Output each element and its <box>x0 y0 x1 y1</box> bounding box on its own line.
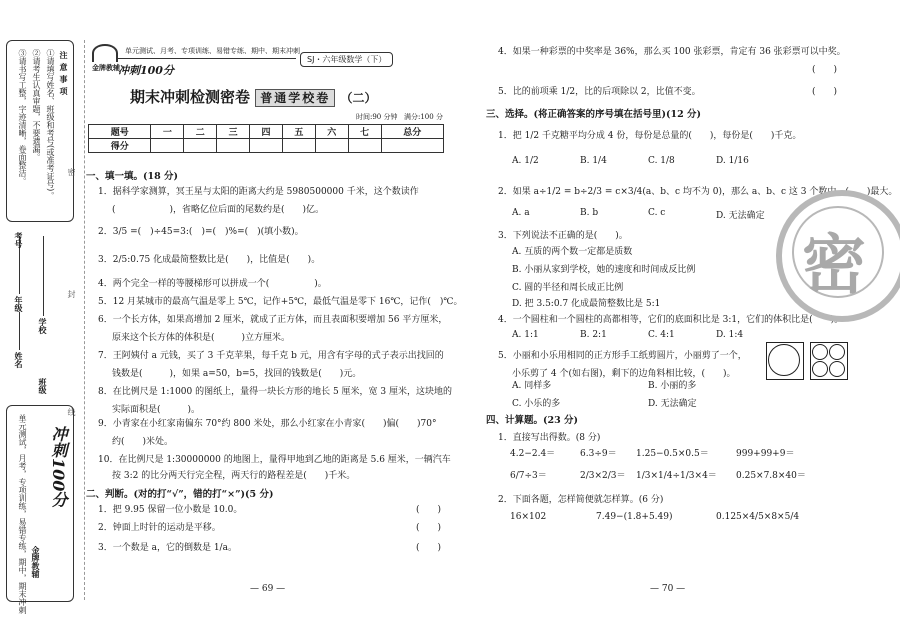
calc-2-3: 1/3×1/4÷1/3×4＝ <box>636 471 717 481</box>
s3-q5-opt-c[interactable]: C. 小乐的多 <box>512 399 561 409</box>
score-cell[interactable] <box>282 139 315 153</box>
s3-q1-opt-d[interactable]: D. 1/16 <box>716 156 749 166</box>
label-name: 姓名 <box>14 352 24 368</box>
simplify-3: 0.125×4/5×8×5/4 <box>716 512 800 522</box>
score-cell[interactable] <box>217 139 250 153</box>
s3-q5-line2: 小乐剪了 4 个(如右图)，剩下的边角料相比较，( )。 <box>512 369 736 379</box>
s1-q10-line2: 按 3:2 的比分两天行完全程，两天行的路程差是( )千米。 <box>112 471 356 481</box>
score-header-cell: 二 <box>184 125 217 139</box>
brand-banner <box>6 405 74 614</box>
brand-tagline: 单元测试、月考、专项训练、易错专练、期中、期末冲刺 <box>125 47 300 55</box>
calc-1-2: 6.3÷9＝ <box>580 449 617 459</box>
score-header-cell: 一 <box>151 125 184 139</box>
s2-q3: 3．一个数是 a，它的倒数是 1/a。 <box>98 543 237 553</box>
page-number-left: — 69 — <box>250 584 286 594</box>
s3-q3: 3．下列说法不正确的是( )。 <box>498 231 628 241</box>
section4-title: 四、计算题。(23 分) <box>486 415 579 426</box>
s3-q2-opt-a[interactable]: A. a <box>512 208 530 218</box>
s1-q10-line1: 10．在比例尺是 1:30000000 的地图上，量得甲地到乙地的距离是 5.6 厘米，一辆汽车 <box>98 455 451 465</box>
header-rule <box>118 58 296 59</box>
s3-q3-opt-c[interactable]: C. 圆的半径和周长成正比例 <box>512 283 624 293</box>
simplify-1: 16×102 <box>510 512 547 522</box>
score-label-cell: 得分 <box>89 139 151 153</box>
banner-slogan: 单元测试，月考，专项训练，易错专练，期中，期末冲刺 <box>18 414 27 614</box>
s1-q5: 5．12 月某城市的最高气温是零上 5℃，记作+5℃，最低气温是零下 16℃，记作( )℃。 <box>98 297 463 307</box>
exam-full-score: 满分:100 分 <box>404 113 443 121</box>
label-class: 班级 <box>38 378 48 394</box>
score-header-cell: 四 <box>250 125 283 139</box>
name-line <box>19 312 20 350</box>
s2-q2: 2．钟面上时针的运动是平移。 <box>98 523 221 533</box>
s3-q4: 4．一个圆柱和一个圆柱的高都相等，它们的底面积比是 3:1，它们的体积比是( )。 <box>498 315 844 325</box>
exam-title-text: 期末冲刺检测密卷 <box>130 88 251 106</box>
small-circle-icon <box>829 344 845 360</box>
s3-q5-line1: 5．小丽和小乐用相同的正方形手工纸剪圆片，小丽剪了一个， <box>498 351 747 361</box>
cut-label-2: 封 <box>67 290 76 298</box>
notice-title: 注意事项 <box>59 51 69 99</box>
score-header-cell: 五 <box>282 125 315 139</box>
s1-q6-line1: 6．一个长方体，如果高增加 2 厘米，就成了正方体，而且表面积要增加 56 平方厘米， <box>98 315 448 325</box>
s1-q9-line1: 9．小青家在小红家南偏东 70°约 800 米处，那么小红家在小青家( )偏( )70° <box>98 419 437 429</box>
binding-strip <box>0 0 80 618</box>
s3-q3-opt-b[interactable]: B. 小丽从家到学校，她的速度和时间成反比例 <box>512 265 696 275</box>
small-circle-icon <box>829 361 845 377</box>
s2-q3-answer[interactable]: ( ) <box>416 543 442 553</box>
big-circle-icon <box>768 344 800 376</box>
s3-q3-opt-d[interactable]: D. 把 3.5:0.7 化成最简整数比是 5:1 <box>512 299 661 309</box>
s3-q2-opt-c[interactable]: C. c <box>648 208 666 218</box>
s1-q1-line2: ( )，省略亿位后面的尾数约是( )亿。 <box>112 205 325 215</box>
brand-name: 冲刺100分 <box>118 64 174 77</box>
section2-title: 二、判断。(对的打“√”，错的打“×”)(5 分) <box>86 489 274 500</box>
s2-q5-answer[interactable]: ( ) <box>812 87 838 97</box>
score-table <box>88 124 444 153</box>
score-cell[interactable] <box>348 139 381 153</box>
cut-label-3: 线 <box>67 408 76 416</box>
s3-q4-opt-a[interactable]: A. 1:1 <box>512 330 539 340</box>
calc-2-1: 6/7÷3＝ <box>510 471 547 481</box>
notice-line-1: ①请填写姓名、班级和考号(或准考证号)。 <box>46 49 55 200</box>
score-cell[interactable] <box>151 139 184 153</box>
s3-q5-opt-d[interactable]: D. 无法确定 <box>648 399 697 409</box>
banner-publisher: 金牌教辅 <box>31 546 41 578</box>
notice-line-2: ②请考生认真审题，不要遗漏。 <box>32 49 41 161</box>
s3-q5-opt-b[interactable]: B. 小丽的多 <box>648 381 697 391</box>
banner-brand: 冲刺100分 <box>49 426 68 508</box>
grade-pill: SJ・六年级数学（下） <box>300 52 393 67</box>
s2-q5: 5．比的前项乘 1/2，比的后项除以 2，比值不变。 <box>498 87 701 97</box>
s1-q2: 2．3/5 =( )÷45=3:( )=( )%=( )(填小数)。 <box>98 227 304 237</box>
score-cell[interactable] <box>250 139 283 153</box>
s3-q1-opt-b[interactable]: B. 1/4 <box>580 156 607 166</box>
stamp-text: 密 <box>802 229 866 303</box>
exam-title <box>130 86 377 107</box>
s3-q2-opt-d[interactable]: D. 无法确定 <box>716 211 765 221</box>
section3-title: 三、选择。(将正确答案的序号填在括号里)(12 分) <box>486 109 702 120</box>
s2-q4-answer[interactable]: ( ) <box>812 65 838 75</box>
score-cell[interactable] <box>184 139 217 153</box>
simplify-2: 7.49−(1.8+5.49) <box>596 512 673 522</box>
section1-title: 一、填一填。(18 分) <box>86 171 179 182</box>
calc-1-1: 4.2−2.4＝ <box>510 449 556 459</box>
s3-q5-opt-a[interactable]: A. 同样多 <box>512 381 552 391</box>
score-header-cell: 六 <box>315 125 348 139</box>
score-header-cell: 七 <box>348 125 381 139</box>
s3-q2: 2．如果 a÷1/2 = b÷2/3 = c×3/4(a、b、c 均不为 0)，那么 a、b、c 这 3 个数中，( )最大。 <box>498 187 898 197</box>
s3-q1: 1．把 1/2 千克糖平均分成 4 份，每份是总量的( )，每份是( )千克。 <box>498 131 802 141</box>
calc-2-4: 0.25×7.8×40＝ <box>736 471 806 481</box>
s2-q1-answer[interactable]: ( ) <box>416 505 442 515</box>
exam-band: 普通学校卷 <box>255 89 335 107</box>
page-number-right: — 70 — <box>650 584 686 594</box>
s3-q4-opt-d[interactable]: D. 1:4 <box>716 330 744 340</box>
exam-time: 时间:90 分钟 <box>356 113 398 121</box>
score-cell[interactable] <box>315 139 348 153</box>
exam-number: （二） <box>340 91 377 105</box>
s1-q3: 3．2/5:0.75 化成最简整数比是( )，比值是( )。 <box>98 255 321 265</box>
figure-one-circle <box>766 342 804 380</box>
s1-q7-line2: 钱数是( )，如果 a=50，b=5，找回的钱数是( )元。 <box>112 369 362 379</box>
publisher-logo <box>92 44 120 73</box>
s4-sub2: 2．下面各题，怎样简便就怎样算。(6 分) <box>498 495 664 505</box>
s3-q4-opt-c[interactable]: C. 4:1 <box>648 330 675 340</box>
s1-q4: 4．两个完全一样的等腰梯形可以拼成一个( )。 <box>98 279 327 289</box>
cut-label-1: 密 <box>67 168 76 176</box>
calc-2-2: 2/3×2/3＝ <box>580 471 626 481</box>
s3-q3-opt-a[interactable]: A. 互质的两个数一定都是质数 <box>512 247 633 257</box>
s2-q4: 4．如果一种彩票的中奖率是 36%，那么买 100 张彩票，肯定有 36 张彩票可以中奖。 <box>498 47 846 57</box>
book-logo-icon <box>92 44 118 62</box>
s1-q1-line1: 1．据科学家测算，冥王星与太阳的距离大约是 5980500000 千米，这个数读作 <box>98 187 419 197</box>
label-grade: 年级 <box>14 296 24 312</box>
s1-q8-line2: 实际面积是( )。 <box>112 405 201 415</box>
school-line <box>43 236 44 316</box>
notice-box <box>6 40 74 222</box>
s2-q2-answer[interactable]: ( ) <box>416 523 442 533</box>
s3-q2-opt-b[interactable]: B. b <box>580 208 599 218</box>
figure-four-circles <box>810 342 848 380</box>
score-cell[interactable] <box>381 139 443 153</box>
label-exam-no: 考号 <box>14 232 24 248</box>
notice-line-3: ③请书写工整，字迹清晰，卷面整洁。 <box>18 49 27 185</box>
small-circle-icon <box>812 361 828 377</box>
s4-sub1: 1．直接写出得数。(8 分) <box>498 433 601 443</box>
label-school: 学校 <box>38 318 48 334</box>
s2-q1: 1．把 9.95 保留一位小数是 10.0。 <box>98 505 243 515</box>
publisher-name: 金牌教辅 <box>92 63 120 72</box>
s3-q4-opt-b[interactable]: B. 2:1 <box>580 330 607 340</box>
score-header-cell: 三 <box>217 125 250 139</box>
score-table-header-row <box>89 125 444 139</box>
s1-q8-line1: 8．在比例尺是 1:1000 的图纸上，量得一块长方形的地长 5 厘米，宽 3 厘米，这块地的 <box>98 387 453 397</box>
calc-1-3: 1.25−0.5×0.5＝ <box>636 449 709 459</box>
cut-line <box>84 40 85 600</box>
calc-1-4: 999+99+9＝ <box>736 449 795 459</box>
s1-q7-line1: 7．王阿姨付 a 元钱，买了 3 千克苹果，每千克 b 元，用含有字母的式子表示出找回的 <box>98 351 444 361</box>
score-header-cell: 题号 <box>89 125 151 139</box>
s1-q6-line2: 原来这个长方体的体积是( )立方厘米。 <box>112 333 291 343</box>
confidential-stamp <box>776 190 900 322</box>
s3-q1-opt-a[interactable]: A. 1/2 <box>512 156 539 166</box>
score-header-cell: 总分 <box>381 125 443 139</box>
s1-q9-line2: 约( )米处。 <box>112 437 174 447</box>
s3-q1-opt-c[interactable]: C. 1/8 <box>648 156 675 166</box>
score-table-score-row <box>89 139 444 153</box>
small-circle-icon <box>812 344 828 360</box>
